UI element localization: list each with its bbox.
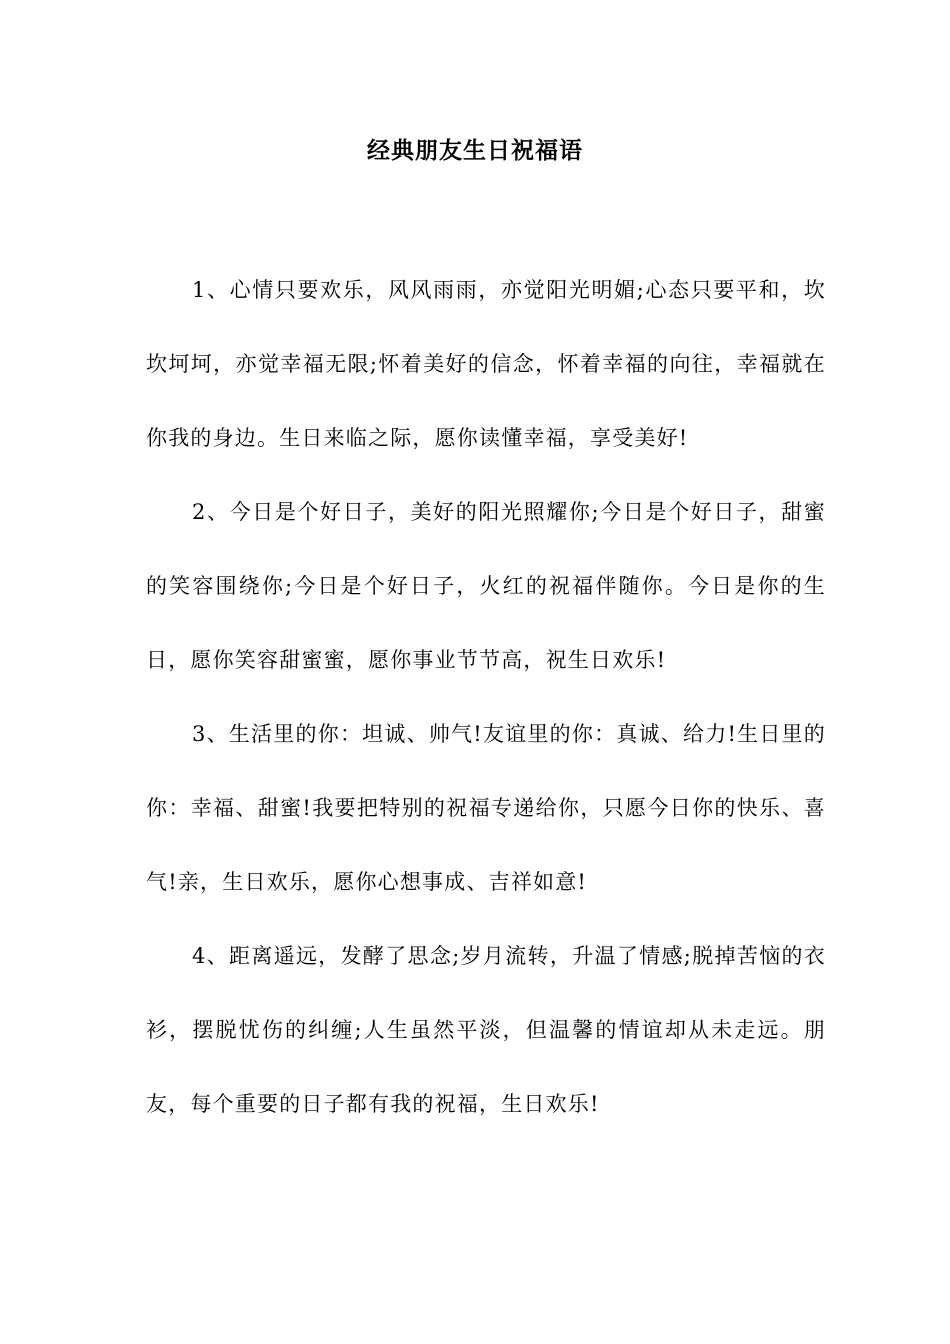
paragraph-4: 4、距离遥远，发酵了思念;岁月流转，升温了情感;脱掉苦恼的衣衫，摆脱忧伤的纠缠;人生虽然平淡，但温馨的情谊却从未走远。朋友，每个重要的日子都有我的祝福，生日欢乐!: [146, 944, 826, 1116]
document-title: 经典朋友生日祝福语: [367, 137, 583, 164]
paragraph-1: 1、心情只要欢乐，风风雨雨，亦觉阳光明媚;心态只要平和，坎坎坷坷，亦觉幸福无限;怀着美好的信念，怀着幸福的向往，幸福就在你我的身边。生日来临之际，愿你读懂幸福，享受美好!: [146, 278, 826, 450]
paragraph-3: 3、生活里的你：坦诚、帅气!友谊里的你：真诚、给力!生日里的你：幸福、甜蜜!我要把特别的祝福专递给你，只愿今日你的快乐、喜气!亲，生日欢乐，愿你心想事成、吉祥如意!: [146, 722, 826, 894]
document-body: [146, 253, 826, 1141]
paragraph-2: 2、今日是个好日子，美好的阳光照耀你;今日是个好日子，甜蜜的笑容围绕你;今日是个好日子，火红的祝福伴随你。今日是你的生日，愿你笑容甜蜜蜜，愿你事业节节高，祝生日欢乐!: [146, 500, 826, 672]
